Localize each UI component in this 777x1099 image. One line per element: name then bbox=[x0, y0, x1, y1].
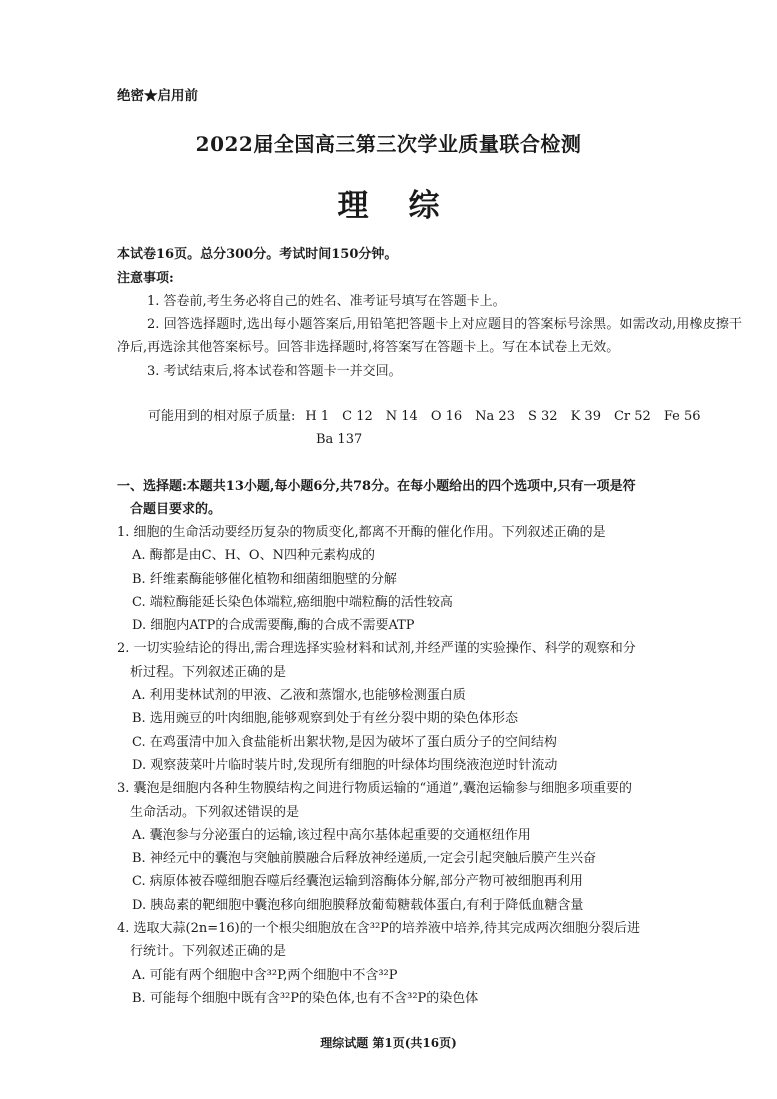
notice-item: 2. 回答选择题时,选出每小题答案后,用铅笔把答题卡上对应题目的答案标号涂黑。如需改动,用橡皮擦干净后,再选涂其他答案标号。回答非选择题时,将答案写在答题卡上。写在本试卷上无效。 bbox=[117, 317, 742, 356]
question-stem: 3. 囊泡是细胞内各种生物膜结构之间进行物质运输的“通道”,囊泡运输参与细胞多项重要的 bbox=[117, 781, 632, 797]
notice-heading: 注意事项: bbox=[117, 271, 174, 286]
answer-option: D. 观察菠菜叶片临时装片时,发现所有细胞的叶绿体均围绕液泡逆时针流动 bbox=[132, 757, 558, 773]
section-heading-line: 一、选择题:本题共13小题,每小题6分,共78分。在每小题给出的四个选项中,只有一项是符 bbox=[117, 479, 636, 494]
answer-option: B. 选用豌豆的叶肉细胞,能够观察到处于有丝分裂中期的染色体形态 bbox=[132, 711, 518, 727]
answer-option: B. 可能每个细胞中既有含³²P的染色体,也有不含³²P的染色体 bbox=[132, 990, 479, 1006]
question-stem: 4. 选取大蒜(2n=16)的一个根尖细胞放在含³²P的培养液中培养,待其完成两次细胞分裂后进 bbox=[117, 921, 641, 937]
atomic-masses bbox=[148, 405, 748, 451]
atomic-mass: C 12 bbox=[342, 409, 373, 424]
section-heading bbox=[117, 475, 742, 521]
answer-option: C. 病原体被吞噬细胞吞噬后经囊泡运输到溶酶体分解,部分产物可被细胞再利用 bbox=[132, 874, 583, 890]
question-stem: 析过程。下列叙述正确的是 bbox=[130, 664, 287, 680]
question-stem: 2. 一切实验结论的得出,需合理选择实验材料和试剂,并经严谨的实验操作、科学的观察和分 bbox=[117, 641, 636, 657]
answer-option: A. 可能有两个细胞中含³²P,两个细胞中不含³²P bbox=[132, 967, 398, 983]
section-heading-line: 合题目要求的。 bbox=[130, 502, 222, 517]
exam-title: 2022届全国高三第三次学业质量联合检测 bbox=[195, 132, 582, 156]
exam-intro: 本试卷16页。总分300分。考试时间150分钟。 bbox=[117, 247, 398, 262]
atomic-masses-row bbox=[148, 405, 748, 428]
atomic-masses-label: 可能用到的相对原子质量: bbox=[148, 409, 296, 424]
notice-list bbox=[117, 290, 742, 383]
confidential-label: 绝密★启用前 bbox=[117, 88, 198, 104]
answer-option: A. 囊泡参与分泌蛋白的运输,该过程中高尔基体起重要的交通枢纽作用 bbox=[132, 827, 531, 843]
answer-option: B. 纤维素酶能够催化植物和细菌细胞壁的分解 bbox=[132, 571, 397, 587]
subject-title: 理综 bbox=[337, 188, 480, 224]
page-footer: 理综试题 第1页(共16页) bbox=[320, 1036, 457, 1050]
atomic-mass: N 14 bbox=[385, 409, 418, 424]
notice-item: 3. 考试结束后,将本试卷和答题卡一并交回。 bbox=[147, 363, 402, 379]
answer-option: B. 神经元中的囊泡与突触前膜融合后释放神经递质,一定会引起突触后膜产生兴奋 bbox=[132, 851, 596, 867]
question-stem: 生命活动。下列叙述错误的是 bbox=[130, 804, 300, 820]
atomic-mass: Fe 56 bbox=[663, 409, 701, 424]
atomic-mass: Ba 137 bbox=[316, 432, 363, 447]
atomic-mass: H 1 bbox=[305, 409, 330, 424]
atomic-mass: Cr 52 bbox=[613, 409, 651, 424]
answer-option: A. 酶都是由C、H、O、N四种元素构成的 bbox=[132, 548, 375, 564]
answer-option: C. 在鸡蛋清中加入食盐能析出絮状物,是因为破坏了蛋白质分子的空间结构 bbox=[132, 734, 557, 750]
atomic-mass: K 39 bbox=[570, 409, 601, 424]
atomic-mass: S 32 bbox=[527, 409, 558, 424]
notice-item: 1. 答卷前,考生务必将自己的姓名、准考证号填写在答题卡上。 bbox=[147, 294, 506, 309]
question-list bbox=[117, 521, 742, 1010]
answer-option: D. 胰岛素的靶细胞中囊泡移向细胞膜释放葡萄糖载体蛋白,有利于降低血糖含量 bbox=[132, 897, 584, 913]
answer-option: D. 细胞内ATP的合成需要酶,酶的合成不需要ATP bbox=[132, 618, 415, 634]
answer-option: C. 端粒酶能延长染色体端粒,癌细胞中端粒酶的活性较高 bbox=[132, 594, 453, 610]
question-stem: 1. 细胞的生命活动要经历复杂的物质变化,都离不开酶的催化作用。下列叙述正确的是 bbox=[117, 525, 606, 540]
answer-option: A. 利用斐林试剂的甲液、乙液和蒸馏水,也能够检测蛋白质 bbox=[132, 688, 466, 704]
atomic-mass: Na 23 bbox=[475, 409, 515, 424]
atomic-mass: O 16 bbox=[430, 409, 463, 424]
question-stem: 行统计。下列叙述正确的是 bbox=[130, 944, 287, 960]
